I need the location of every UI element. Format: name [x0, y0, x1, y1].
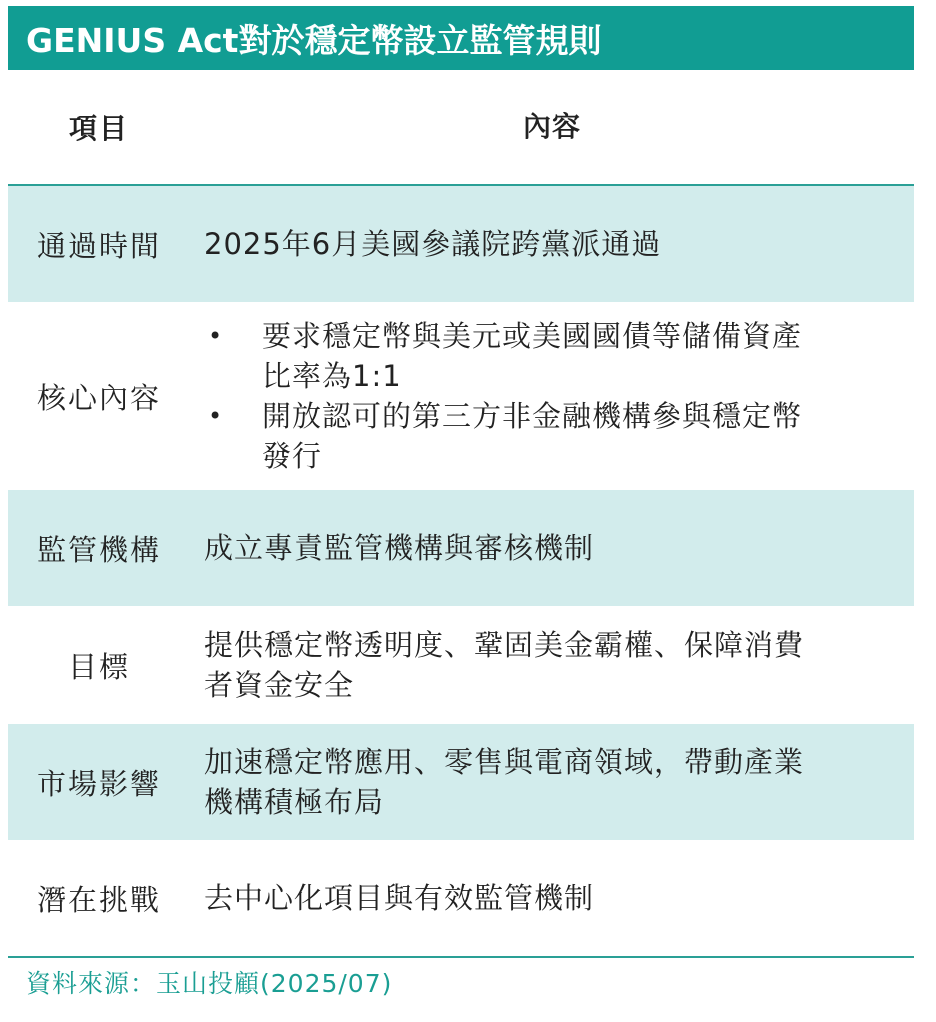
table-row	[8, 606, 914, 724]
row-item-label: 通過時間	[36, 228, 161, 263]
row-content: 成立專責監管機構與審核機制	[204, 531, 595, 565]
row-content-line: 機構積極布局	[204, 785, 385, 819]
row-item-label: 潛在挑戰	[36, 882, 161, 917]
bullet-icon: •	[208, 322, 224, 350]
row-content	[190, 302, 914, 490]
regulation-table	[8, 70, 914, 958]
column-header-item: 項目	[68, 112, 129, 145]
table-row	[8, 724, 914, 840]
bullet-list	[206, 316, 802, 476]
list-item-text	[262, 316, 802, 396]
row-content	[190, 606, 914, 724]
row-content-line: 提供穩定幣透明度、鞏固美金霸權、保障消費	[204, 628, 805, 662]
row-content-line: 者資金安全	[204, 668, 355, 702]
row-item-label: 目標	[67, 649, 130, 684]
row-content: 去中心化項目與有效監管機制	[204, 881, 595, 915]
row-content	[190, 724, 914, 840]
page-title: GENIUS Act對於穩定幣設立監管規則	[8, 6, 914, 70]
list-item-line: 開放認可的第三方非金融機構參與穩定幣	[262, 399, 803, 433]
row-item-label: 市場影響	[36, 766, 161, 801]
table-row	[8, 186, 914, 302]
table-header-row	[8, 70, 914, 186]
list-item	[206, 396, 802, 476]
row-item-label: 監管機構	[36, 532, 161, 567]
list-item-text	[262, 396, 802, 476]
list-item-line: 發行	[262, 439, 323, 473]
row-content: 2025年6月美國參議院跨黨派通過	[204, 227, 662, 261]
row-content-line: 加速穩定幣應用、零售與電商領域，帶動產業	[204, 745, 805, 779]
column-header-content: 內容	[522, 110, 581, 143]
table-row	[8, 302, 914, 490]
list-item-line: 比率為1:1	[262, 359, 402, 393]
row-item-label: 核心內容	[36, 380, 161, 415]
list-item-line: 要求穩定幣與美元或美國國債等儲備資產	[262, 319, 803, 353]
table-row	[8, 490, 914, 606]
table-row	[8, 840, 914, 958]
source-note: 資料來源：玉山投顧(2025/07)	[26, 969, 393, 998]
bullet-icon: •	[208, 402, 224, 430]
list-item	[206, 316, 802, 396]
